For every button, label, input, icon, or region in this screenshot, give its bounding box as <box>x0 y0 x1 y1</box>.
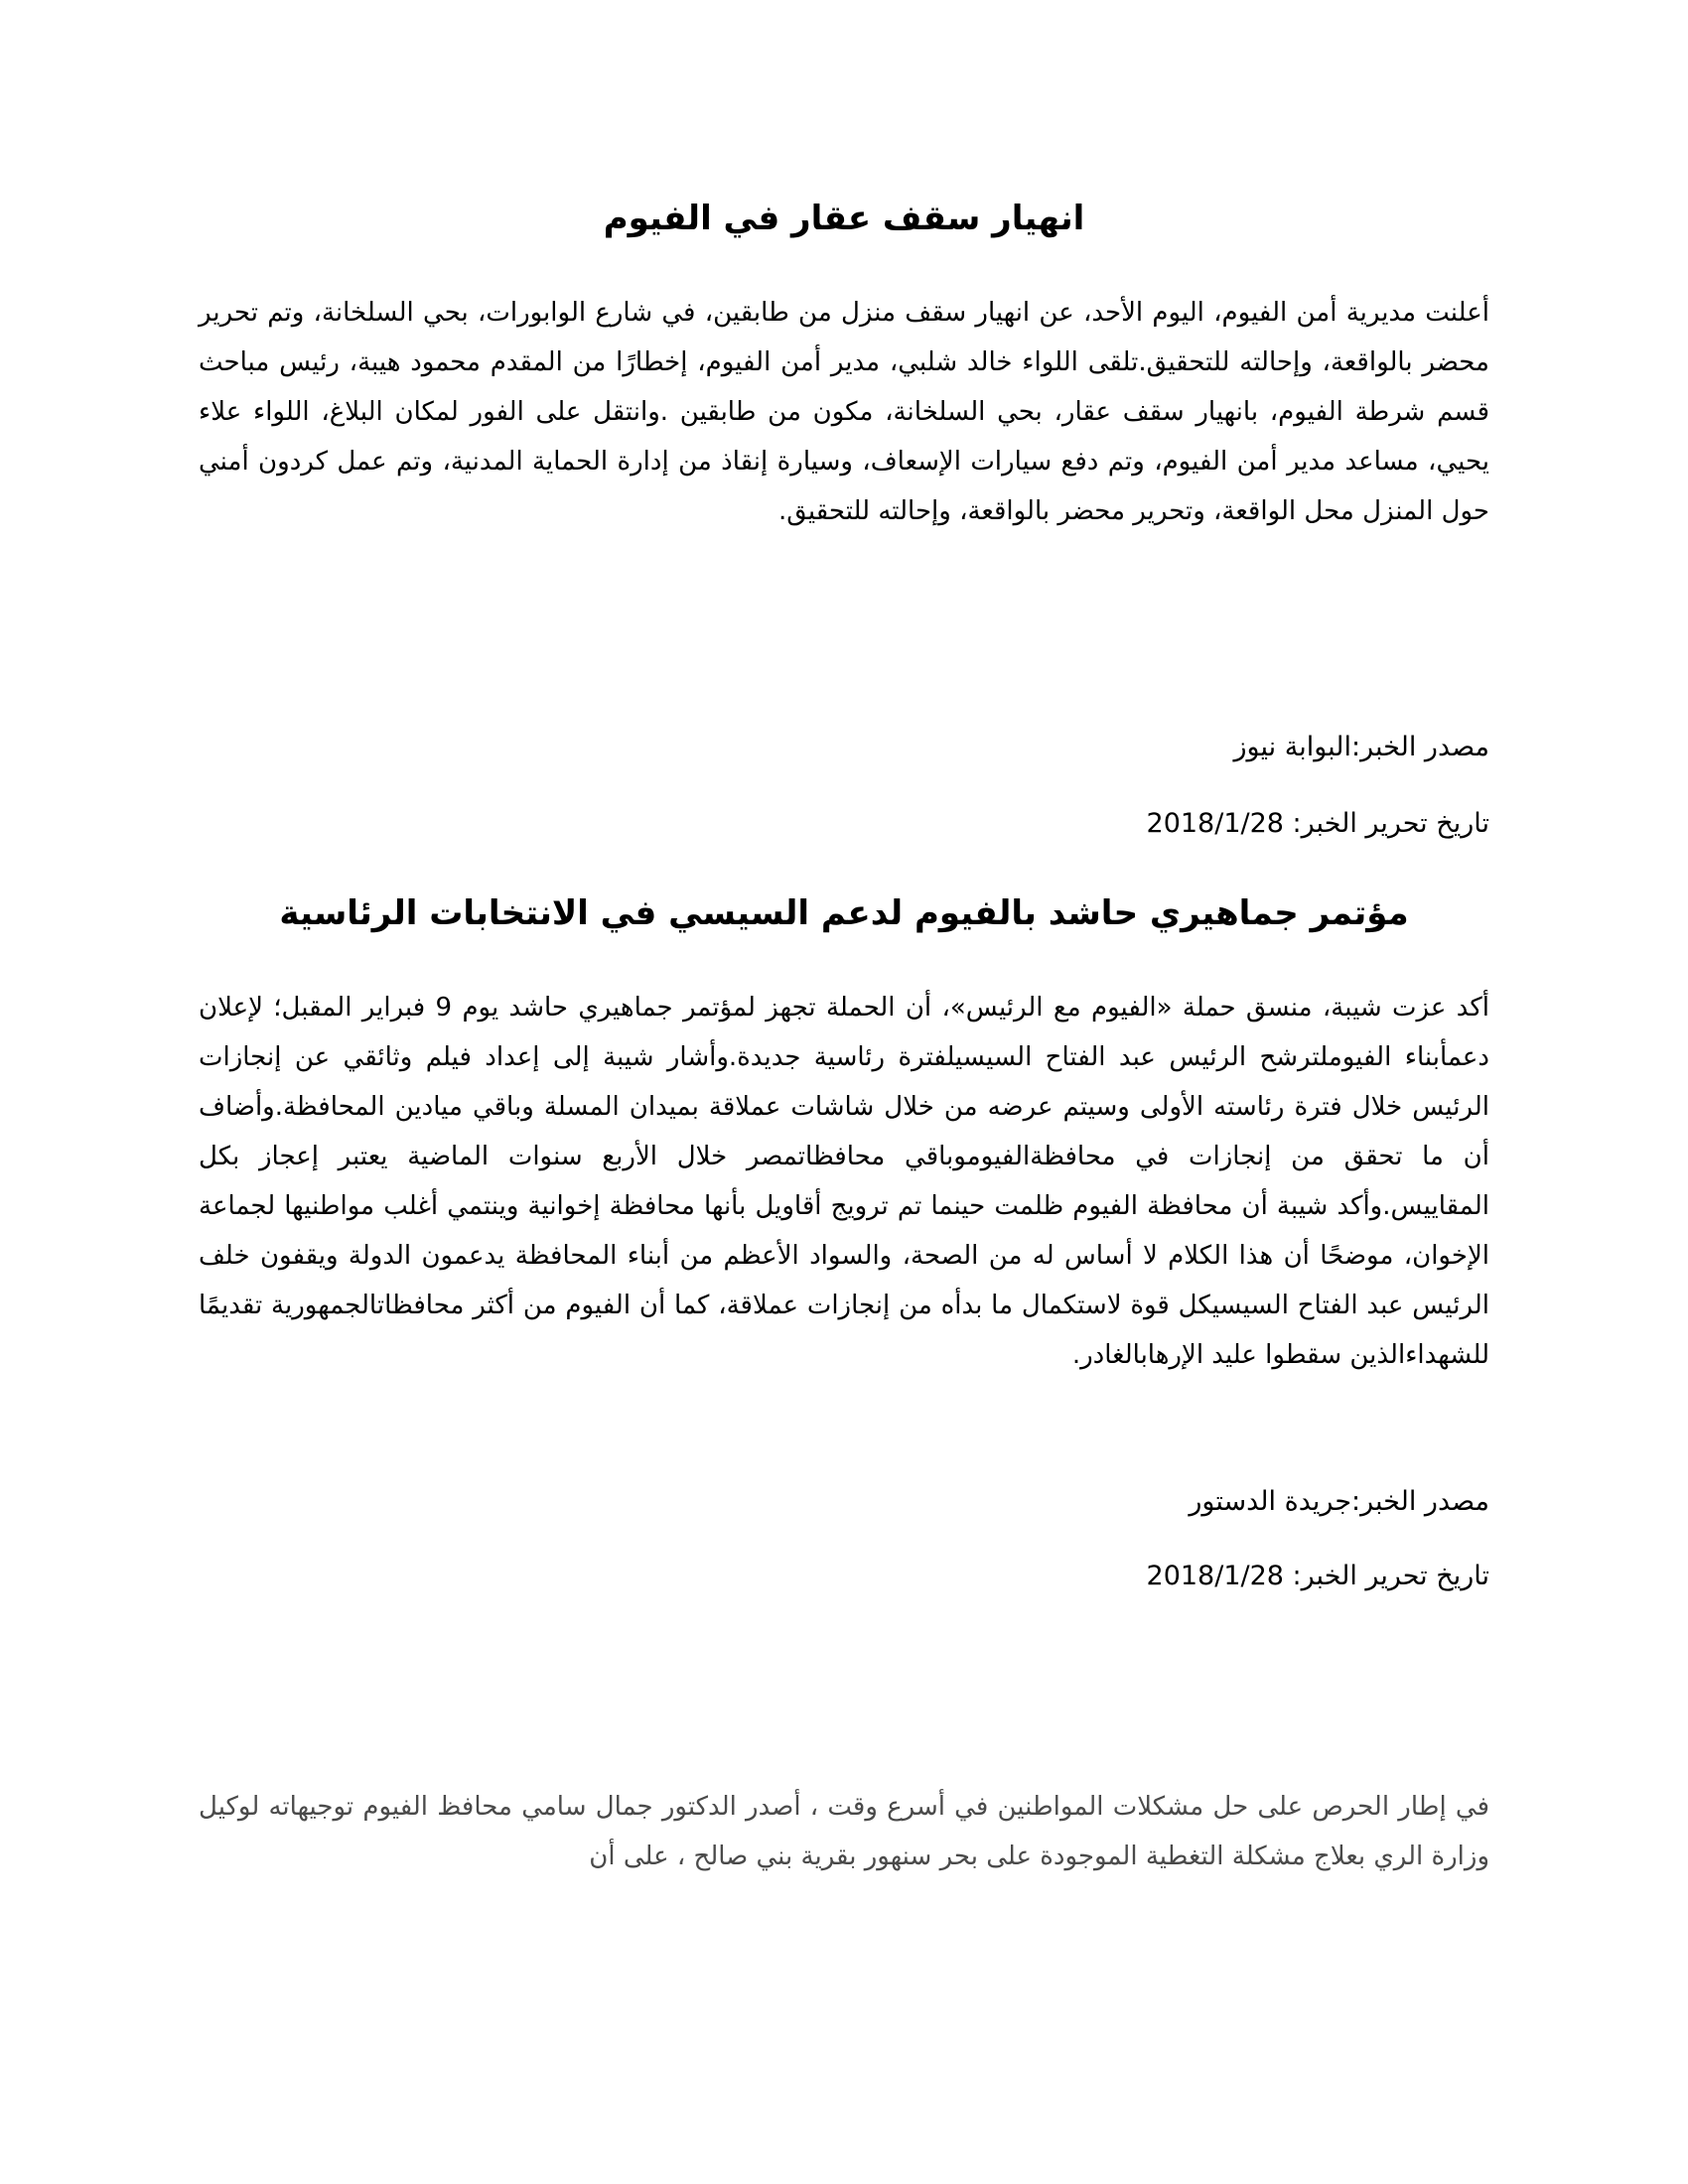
article-1-date-block <box>199 806 1489 842</box>
article-1-title: انهيار سقف عقار في الفيوم <box>603 199 1085 238</box>
article-2-date: تاريخ تحرير الخبر: 2018/1/28 <box>1146 1561 1489 1591</box>
article-2-body: أكد عزت شيبة، منسق حملة «الفيوم مع الرئيس»، أن الحملة تجهز لمؤتمر جماهيري حاشد يوم 9 فبراير المقبل؛ لإعلان دعمأبناء الفيوملترشح الرئيس عبد الفتاح السيسيلفترة رئاسية جديدة.وأشار شيبة إلى إعداد فيلم وثائقي عن إنجازات الرئيس خلال فترة رئاسته الأولى وسيتم عرضه من خلال شاشات عملاقة بميدان المسلة وباقي ميادين المحافظة.وأضاف أن ما تحقق من إنجازات في محافظةالفيوموباقي محافظاتمصر خلال الأربع سنوات الماضية يعتبر إعجاز بكل المقاييس.وأكد شيبة أن محافظة الفيوم ظلمت حينما تم ترويج أقاويل بأنها محافظة إخوانية وينتمي أغلب مواطنيها لجماعة الإخوان، موضحًا أن هذا الكلام لا أساس له من الصحة، والسواد الأعظم من أبناء المحافظة يدعمون الدولة ويقفون خلف الرئيس عبد الفتاح السيسيكل قوة لاستكمال ما بدأه من إنجازات عملاقة، كما أن الفيوم من أكثر محافظاتالجمهورية تقديمًا للشهداءالذين سقطوا عليد الإرهابالغادر. <box>199 993 1489 1370</box>
article-1-source: مصدر الخبر:البوابة نيوز <box>1233 732 1489 762</box>
article-2-title: مؤتمر جماهيري حاشد بالفيوم لدعم السيسي في الانتخابات الرئاسية <box>279 893 1409 933</box>
article-1 <box>199 199 1489 239</box>
article-1-body-block <box>199 288 1489 536</box>
article-3-body-block <box>199 1782 1489 1881</box>
article-2-date-block <box>199 1559 1489 1594</box>
article-1-source-block <box>199 730 1489 765</box>
article-2-source: مصدر الخبر:جريدة الدستور <box>1189 1486 1489 1517</box>
article-3-body: في إطار الحرص على حل مشكلات المواطنين في أسرع وقت ، أصدر الدكتور جمال سامي محافظ الفيوم توجيهاته لوكيل وزارة الري بعلاج مشكلة التغطية الموجودة على بحر سنهور بقرية بني صالح ، على أن <box>199 1792 1489 1871</box>
article-2 <box>199 893 1489 934</box>
article-2-body-block <box>199 983 1489 1380</box>
article-2-source-block <box>199 1484 1489 1520</box>
article-1-body: أعلنت مديرية أمن الفيوم، اليوم الأحد، عن انهيار سقف منزل من طابقين، في شارع الوابورات، بحي السلخانة، وتم تحرير محضر بالواقعة، وإحالته للتحقيق.تلقى اللواء خالد شلبي، مدير أمن الفيوم، إخطارًا من المقدم محمود هيبة، رئيس مباحث قسم شرطة الفيوم، بانهيار سقف عقار، بحي السلخانة، مكون من طابقين .وانتقل على الفور لمكان البلاغ، اللواء علاء يحيي، مساعد مدير أمن الفيوم، وتم دفع سيارات الإسعاف، وسيارة إنقاذ من إدارة الحماية المدنية، وتم عمل كردون أمني حول المنزل محل الواقعة، وتحرير محضر بالواقعة، وإحالته للتحقيق. <box>199 298 1489 526</box>
article-1-date: تاريخ تحرير الخبر: 2018/1/28 <box>1146 808 1489 839</box>
